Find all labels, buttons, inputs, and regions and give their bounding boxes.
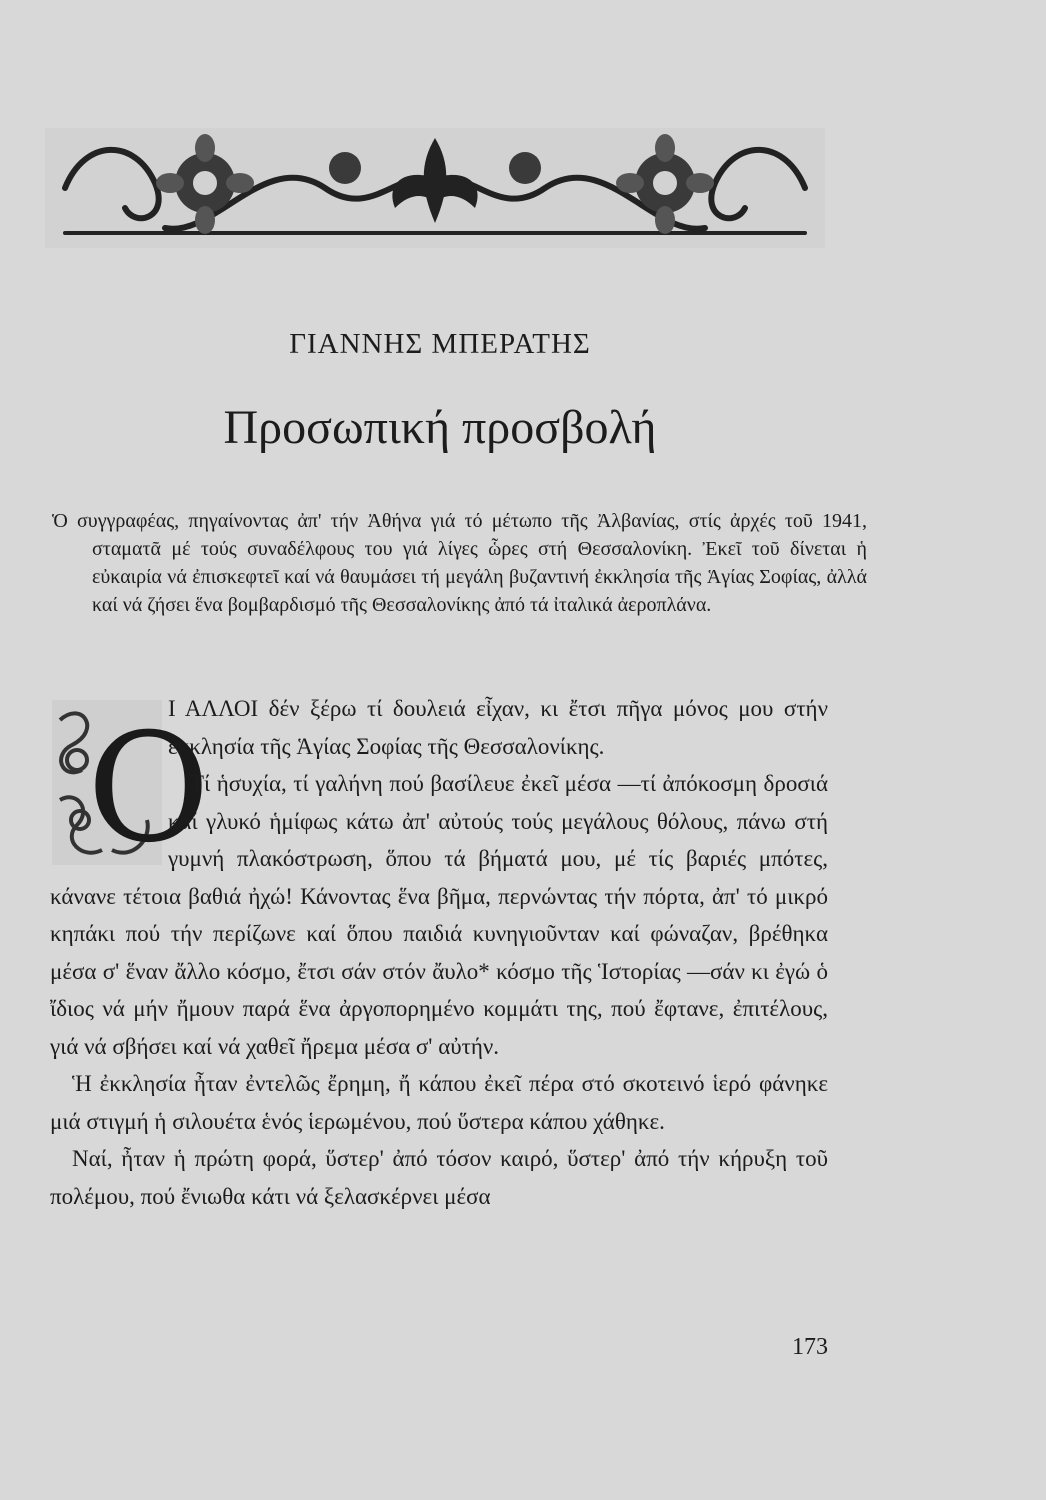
- author-name: ΓΙΑΝΝΗΣ ΜΠΕΡΑΤΗΣ: [289, 328, 591, 360]
- body-paragraph: Τί ἡσυχία, τί γαλήνη πού βασίλευε ἐκεῖ μέσα —τί ἀπόκοσμη δροσιά καί γλυκό ἡμίφως κάτω ἀπ' αὐτούς τούς μεγάλους θόλους, πάνω στή γυμνή πλακόστρωση, ὅπου τά βήματά μου, μέ τίς βαριές μπότες, κάνανε τέτοια βαθιά ἠχώ! Κάνοντας ἕνα βῆμα, περνώντας τήν πόρτα, ἀπ' τό μικρό κηπάκι πού τήν περίζωνε καί ὅπου παιδιά κυνηγιοῦνταν καί φώναζαν, βρέθηκα μέσα σ' ἕναν ἄλλο κόσμο, ἔτσι σάν στόν ἄυλο* κόσμο τῆς Ἱστορίας —σάν κι ἐγώ ὁ ἴδιος νά μήν ἤμουν παρά ἕνα ἀργοπορημένο κομμάτι της, πού ἔφτανε, ἐπιτέλους, γιά νά σβήσει καί νά χαθεῖ ἤρεμα μέσα σ' αὐτήν.: [50, 771, 828, 1059]
- article-body: [50, 690, 828, 1215]
- page-title: Προσωπική προσβολή: [223, 401, 657, 454]
- body-paragraph: Ι ΑΛΛΟΙ δέν ξέρω τί δουλειά εἶχαν, κι ἔτσι πῆγα μόνος μου στήν ἐκκλησία τῆς Ἁγίας Σοφίας τῆς Θεσσαλονίκης.: [168, 696, 828, 759]
- drop-cap-letter: Ο: [87, 702, 210, 876]
- decorative-header-ornament-icon: [45, 128, 825, 248]
- summary-paragraph: Ὁ συγγραφέας, πηγαίνοντας ἀπ' τήν Ἀθήνα γιά τό μέτωπο τῆς Ἀλβανίας, στίς ἀρχές τοῦ 1941, σταματᾶ μέ τούς συναδέλφους του γιά λίγες ὧρες στή Θεσσαλονίκη. Ἐκεῖ τοῦ δίνεται ἡ εὐκαιρία νά ἐπισκεφτεῖ καί νά θαυμάσει τή μεγάλη βυζαντινή ἐκκλησία τῆς Ἁγίας Σοφίας, ἀλλά καί νά ζήσει ἕνα βομβαρδισμό τῆς Θεσσαλονίκης ἀπό τά ἰταλικά ἀεροπλάνα.: [52, 510, 867, 616]
- body-paragraph: Ναί, ἦταν ἡ πρώτη φορά, ὕστερ' ἀπό τόσον καιρό, ὕστερ' ἀπό τήν κήρυξη τοῦ πολέμου, πού ἔνιωθα κάτι νά ξελασκέρνει μέσα: [50, 1146, 828, 1209]
- body-paragraph: Ἡ ἐκκλησία ἦταν ἐντελῶς ἔρημη, ἤ κάπου ἐκεῖ πέρα στό σκοτεινό ἱερό φάνηκε μιά στιγμή ἡ σιλουέτα ἑνός ἱερωμένου, πού ὕστερα κάπου χάθηκε.: [50, 1071, 828, 1134]
- page-number: 173: [792, 1334, 828, 1360]
